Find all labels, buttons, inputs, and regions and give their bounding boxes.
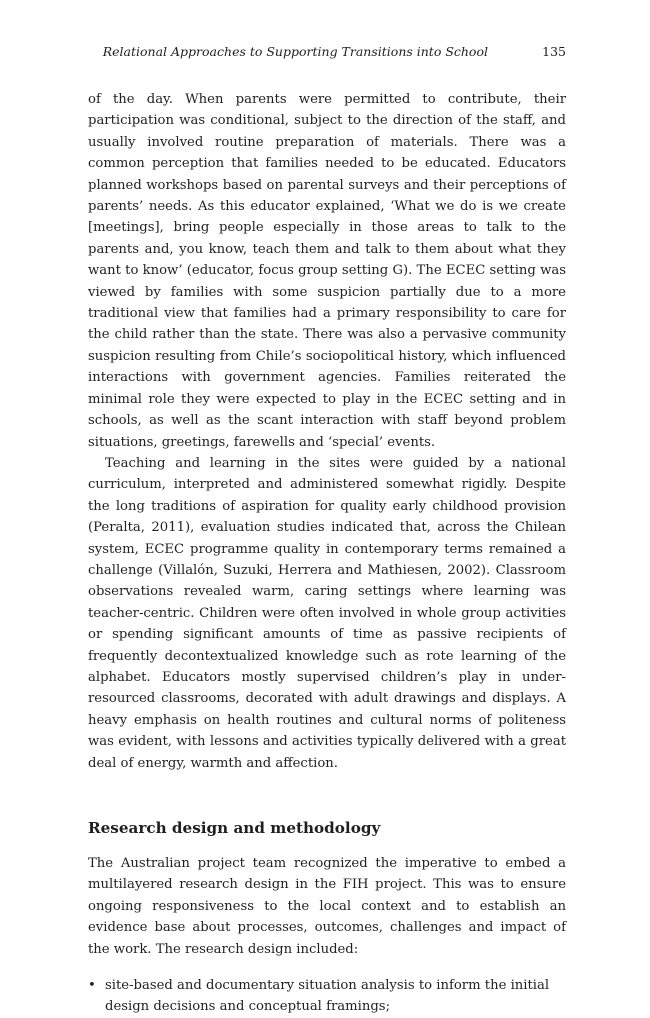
running-title: Relational Approaches to Supporting Transitions into School [102, 44, 488, 59]
body-text [88, 89, 566, 1018]
research-design-list [88, 975, 566, 1018]
page-number: 135 [542, 44, 566, 59]
section-heading: Research design and methodology [88, 819, 381, 837]
list-item: • site-based and documentary situation analysis to inform the initial design decisions and conceptual framings; [88, 975, 566, 1018]
paragraph-teaching-learning: Teaching and learning in the sites were guided by a national curriculum, interpreted and administered somewhat rigidly. Despite the long traditions of aspiration for quality early childhood provision (Peralta, 2011), evaluation studies indicated that, across the Chilean system, ECEC programme quality in contemporary terms remained a challenge (Villalón, Suzuki, Herrera and Mathiesen, 2002). Classroom observations revealed warm, caring settings where learning was teacher-centric. Children were often involved in whole group activities or spending significant amounts of time as passive recipients of frequently decontextualized knowledge such as rote learning of the alphabet. Educators mostly supervised children’s play in under-resourced classrooms, decorated with adult drawings and displays. A heavy emphasis on health routines and cultural norms of politeness was evident, with lessons and activities typically delivered with a great deal of energy, warmth and affection. [88, 455, 566, 771]
section-intro-paragraph: The Australian project team recognized the imperative to embed a multilayered research design in the FIH project. This was to ensure ongoing responsiveness to the local context and to establish an evidence base about processes, outcomes, challenges and impact of the work. The research design included: [88, 856, 566, 957]
paragraph-continued: of the day. When parents were permitted to contribute, their participation was conditional, subject to the direction of the staff, and usually involved routine preparation of materials. There was a common perception that families needed to be educated. Educators planned workshops based on parental surveys and their perceptions of parents’ needs. As this educator explained, ‘What we do is we create [meetings], bring people especially in those areas to talk to the parents and, you know, teach them and talk to them about what they want to know’ (educator, focus group setting G). The ECEC setting was viewed by families with some suspicion partially due to a more traditional view that families had a primary responsibility to care for the child rather than the state. There was also a pervasive community suspicion resulting from Chile’s sociopolitical history, which influenced interactions with government agencies. Families reiterated the minimal role they were expected to play in the ECEC setting and in schools, as well as the scant interaction with staff beyond problem situations, greetings, farewells and ‘special’ events. [88, 92, 566, 450]
running-head [88, 44, 566, 64]
